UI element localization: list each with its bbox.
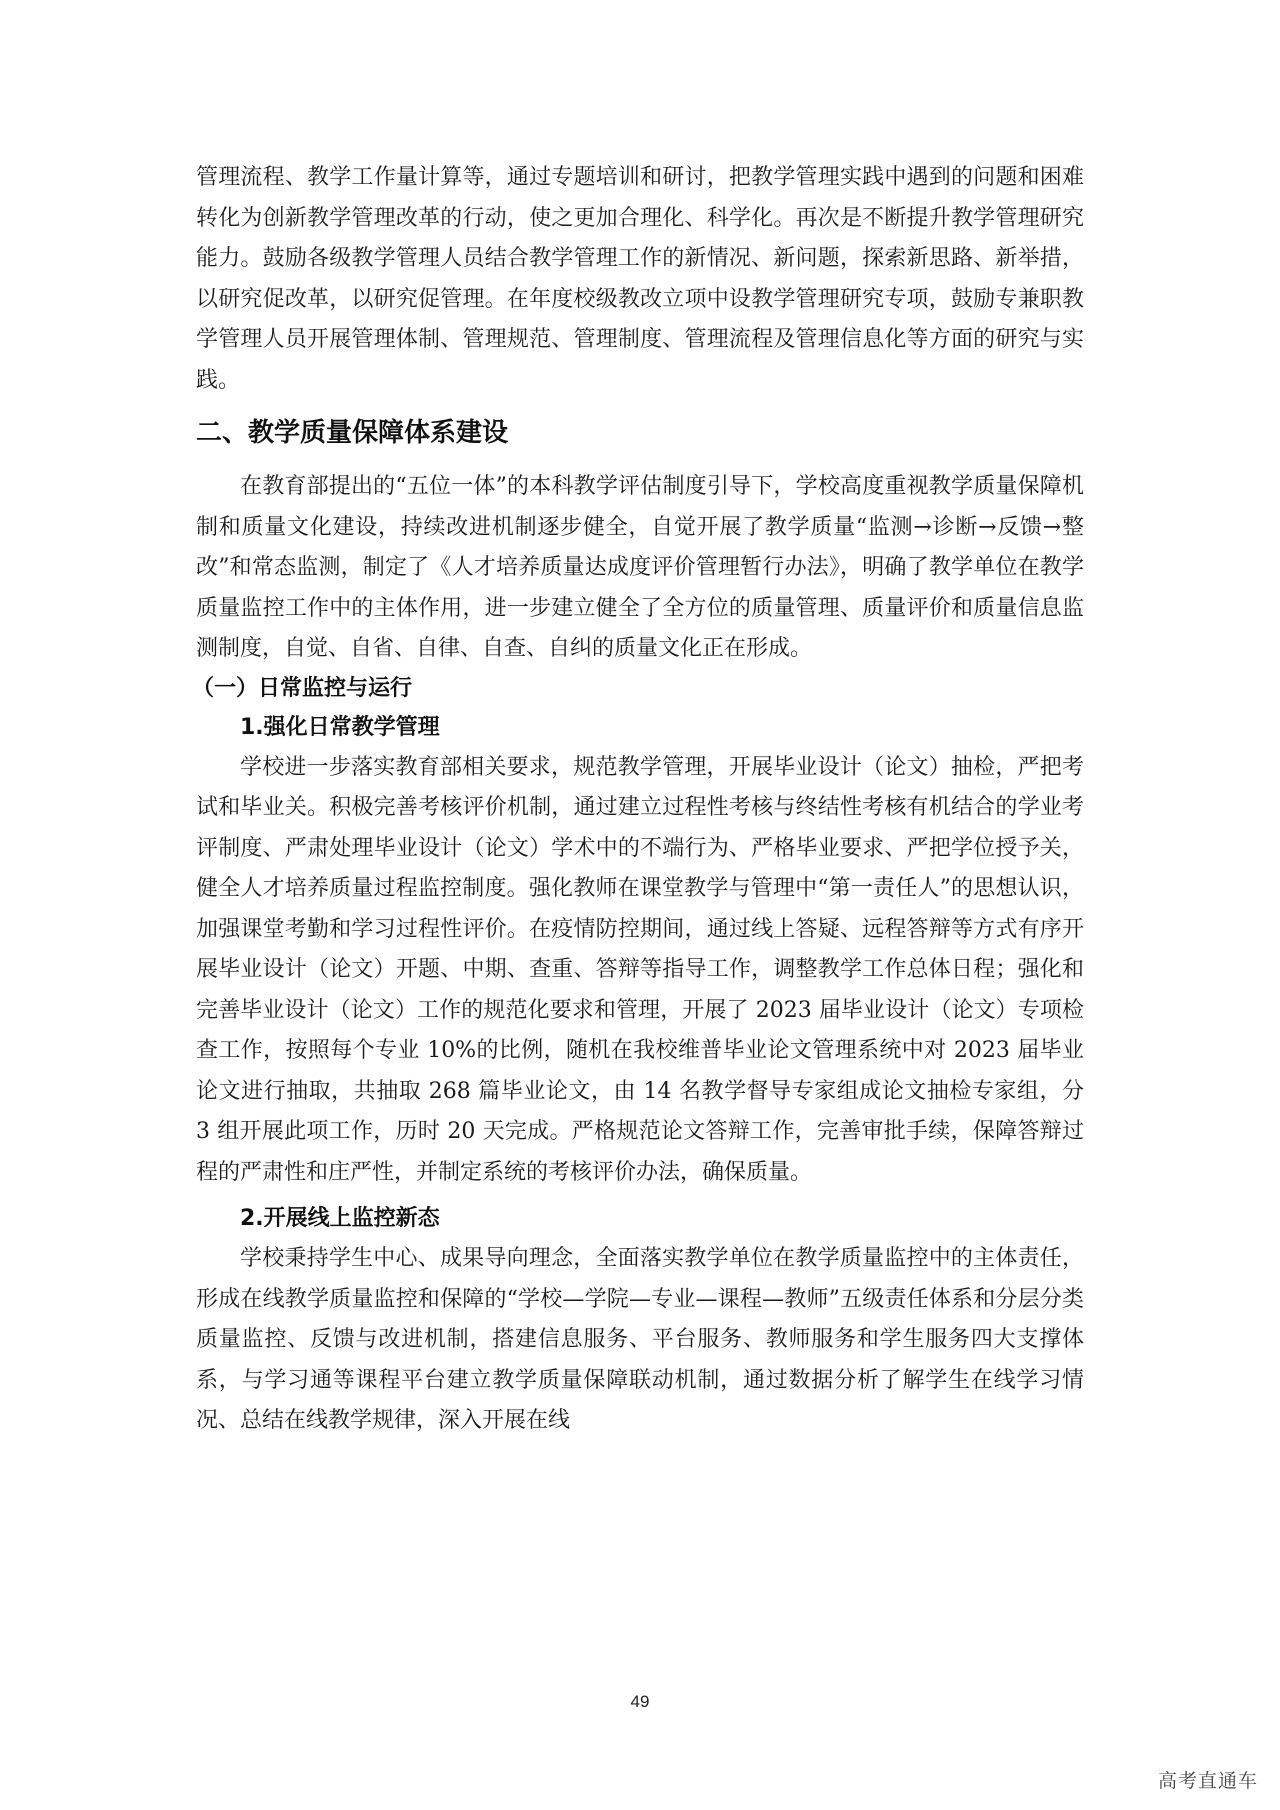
item-heading-2: 2.开展线上监控新态 xyxy=(240,1206,440,1231)
item-heading-1: 1.强化日常教学管理 xyxy=(240,714,440,740)
paragraph-item-1: 学校进一步落实教育部相关要求，规范教学管理，开展毕业设计（论文）抽检，严把考试和毕业关。积极完善考核评价机制，通过建立过程性考核与终结性考核有机结合的学业考评制度、严肃处理毕业设计（论文）学术中的不端行为、严格毕业要求、严把学位授予关，健全人才培养质量过程监控制度。强化教师在课堂教学与管理中“第一责任人”的思想认识，加强课堂考勤和学习过程性评价。在疫情防控期间，通过线上答疑、远程答辩等方式有序开展毕业设计（论文）开题、中期、查重、答辩等指导工作，调整教学工作总体日程；强化和完善毕业设计（论文）工作的规范化要求和管理，开展了 2023 届毕业设计（论文）专项检查工作，按照每个专业 10%的比例，随机在我校维普毕业论文管理系统中对 2023 届毕业论文进行抽取，共抽取 268 篇毕业论文，由 14 名教学督导专家组成论文抽检专家组，分 3 组开展此项工作，历时 20 天完成。严格规范论文答辩工作，完善审批手续，保障答辩过程的严肃性和庄严性，并制定系统的考核评价办法，确保质量。 xyxy=(196,754,1084,1185)
watermark-text: 高考直通车 xyxy=(1157,1770,1258,1792)
document-body xyxy=(192,158,1084,1442)
paragraph-continued: 管理流程、教学工作量计算等，通过专题培训和研讨，把教学管理实践中遇到的问题和困难转化为创新教学管理改革的行动，使之更加合理化、科学化。再次是不断提升教学管理研究能力。鼓励各级教学管理人员结合教学管理工作的新情况、新问题，探索新思路、新举措，以研究促改革，以研究促管理。在年度校级教改立项中设教学管理研究专项，鼓励专兼职教学管理人员开展管理体制、管理规范、管理制度、管理流程及管理信息化等方面的研究与实践。 xyxy=(196,165,1084,393)
subsection-heading: （一）日常监控与运行 xyxy=(192,675,413,701)
section-heading: 二、教学质量保障体系建设 xyxy=(196,418,509,448)
paragraph-item-2: 学校秉持学生中心、成果导向理念，全面落实教学单位在教学质量监控中的主体责任，形成在线教学质量监控和保障的“学校—学院—专业—课程—教师”五级责任体系和分层分类质量监控、反馈与改进机制，搭建信息服务、平台服务、教师服务和学生服务四大支撑体系，与学习通等课程平台建立教学质量保障联动机制，通过数据分析了解学生在线学习情况、总结在线教学规律，深入开展在线 xyxy=(196,1246,1084,1433)
page-number: 49 xyxy=(630,1692,650,1711)
paragraph-section-intro: 在教育部提出的“五位一体”的本科教学评估制度引导下，学校高度重视教学质量保障机制和质量文化建设，持续改进机制逐步健全，自觉开展了教学质量“监测→诊断→反馈→整改”和常态监测，制定了《人才培养质量达成度评价管理暂行办法》，明确了教学单位在教学质量监控工作中的主体作用，进一步建立健全了全方位的质量管理、质量评价和质量信息监测制度，自觉、自省、自律、自查、自纠的质量文化正在形成。 xyxy=(196,474,1084,661)
